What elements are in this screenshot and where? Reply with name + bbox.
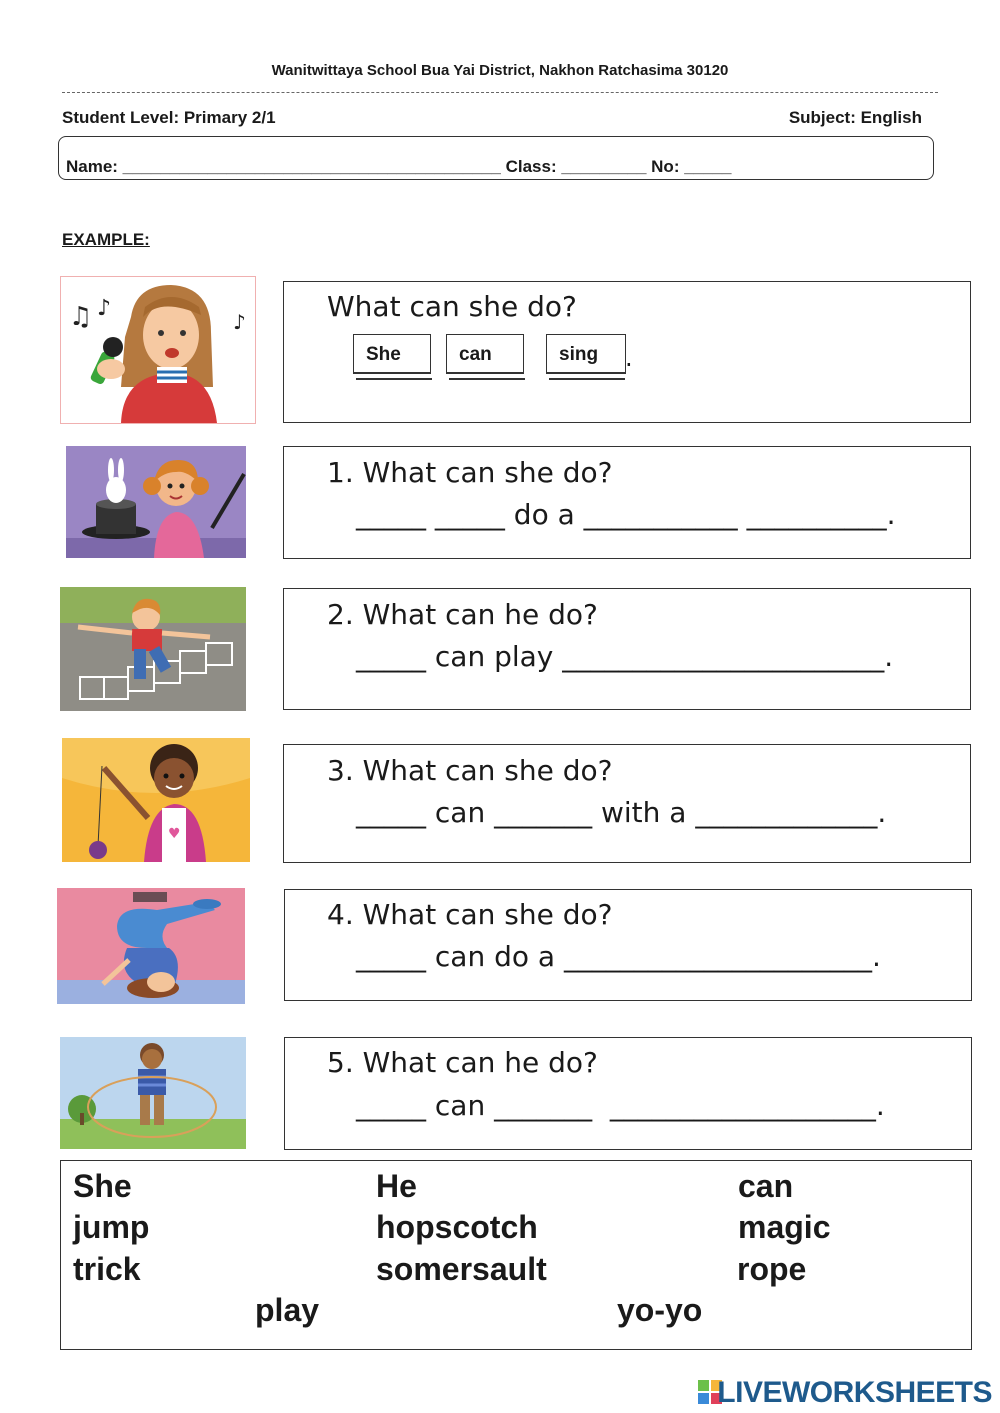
subject: Subject: English xyxy=(788,108,922,127)
name-class-number-line[interactable]: Name: ________________________________________ Class: _________ No: _____ xyxy=(66,157,732,176)
word-yo-yo[interactable]: yo-yo xyxy=(617,1292,703,1328)
magic-trick-image xyxy=(66,446,246,558)
word-hopscotch[interactable]: hopscotch xyxy=(376,1209,538,1245)
word-rope[interactable]: rope xyxy=(737,1251,807,1287)
word-play[interactable]: play xyxy=(255,1292,320,1328)
question-2: 2. What can he do? xyxy=(327,598,598,631)
yo-yo-image xyxy=(62,738,250,862)
example-label: EXAMPLE: xyxy=(62,230,150,249)
word-can[interactable]: can xyxy=(738,1168,794,1204)
singing-girl-image xyxy=(60,276,256,424)
svg-text:♥: ♥ xyxy=(168,826,181,842)
question-4: 4. What can she do? xyxy=(327,898,613,931)
example-underline-2 xyxy=(449,378,525,380)
example-period: . xyxy=(625,344,633,372)
word-magic[interactable]: magic xyxy=(738,1209,831,1245)
word-trick[interactable]: trick xyxy=(73,1251,141,1287)
word-somersault[interactable]: somersault xyxy=(376,1251,547,1287)
example-answer-can: can xyxy=(446,334,524,374)
header-divider xyxy=(62,92,938,93)
question-3: 3. What can she do? xyxy=(327,754,613,787)
question-1: 1. What can she do? xyxy=(327,456,613,489)
question-1-answer[interactable]: _____ _____ do a ___________ __________. xyxy=(356,498,896,531)
question-3-answer[interactable]: _____ can _______ with a _____________. xyxy=(356,796,887,829)
jump-rope-image xyxy=(60,1037,246,1149)
question-5-answer[interactable]: _____ can _______ ___________________. xyxy=(356,1089,885,1122)
svg-text:♪: ♪ xyxy=(233,310,246,334)
word-he[interactable]: He xyxy=(376,1168,417,1204)
question-5: 5. What can he do? xyxy=(327,1046,598,1079)
svg-text:♫: ♫ xyxy=(69,302,93,332)
question-2-answer[interactable]: _____ can play _______________________. xyxy=(356,640,894,673)
school-name: Wanitwittaya School Bua Yai District, Nakhon Ratchasima 30120 xyxy=(271,62,729,79)
example-answer-she: She xyxy=(353,334,431,374)
hopscotch-image xyxy=(60,587,246,711)
example-underline-1 xyxy=(356,378,432,380)
liveworksheets-brand[interactable]: LIVEWORKSHEETS xyxy=(717,1376,992,1409)
example-question: What can she do? xyxy=(327,290,577,323)
example-underline-3 xyxy=(549,378,625,380)
word-she[interactable]: She xyxy=(73,1168,132,1204)
question-4-answer[interactable]: _____ can do a ______________________. xyxy=(356,940,881,973)
word-jump[interactable]: jump xyxy=(73,1209,150,1245)
somersault-image xyxy=(57,888,245,1004)
svg-text:♪: ♪ xyxy=(97,296,112,321)
example-answer-sing: sing xyxy=(546,334,626,374)
student-level: Student Level: Primary 2/1 xyxy=(62,108,276,127)
